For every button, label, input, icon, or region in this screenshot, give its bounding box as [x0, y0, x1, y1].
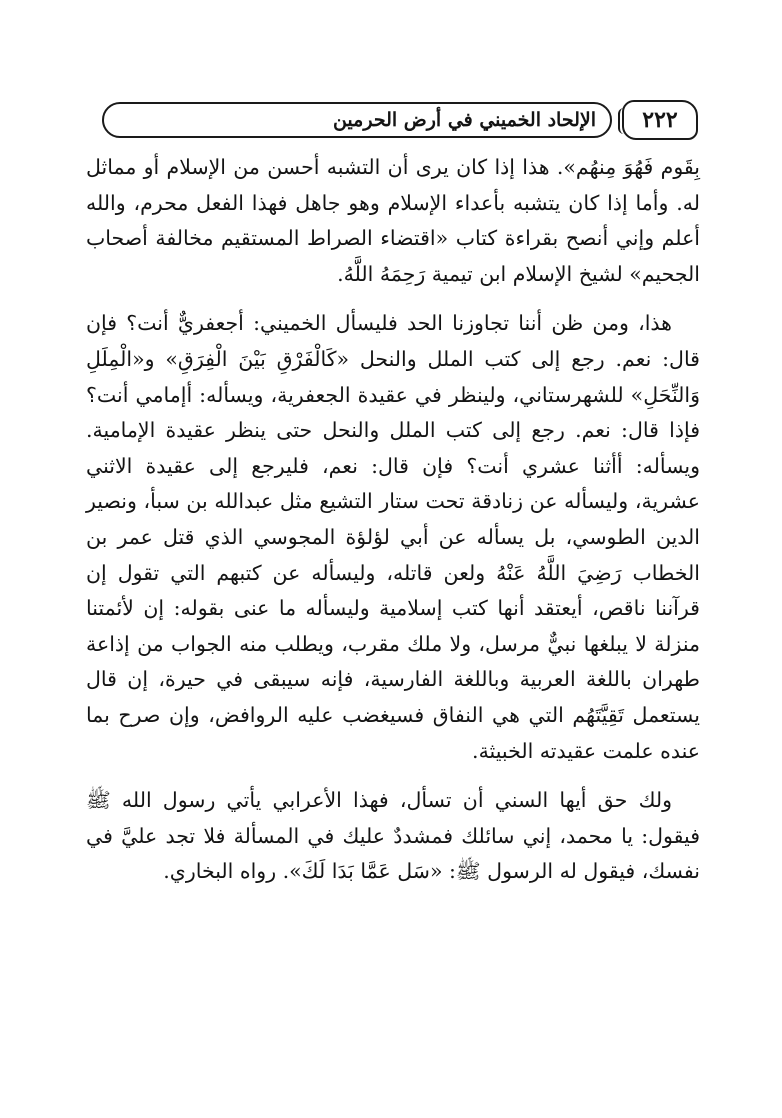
text-body — [86, 150, 700, 890]
page-number: ٢٢٢ — [622, 100, 698, 140]
running-header — [100, 100, 698, 144]
paragraph-3: ولك حق أيها السني أن تسأل، فهذا الأعرابي يأتي رسول الله ﷺ فيقول: يا محمد، إني سائلك فمشددٌ عليك في المسألة فلا تجد عليَّ في نفسك، فيقول له الرسول ﷺ: «سَل عَمَّا بَدَا لَكَ». رواه البخاري. — [86, 788, 700, 884]
paragraph-2: هذا، ومن ظن أننا تجاوزنا الحد فليسأل الخميني: أجعفريٌّ أنت؟ فإن قال: نعم. رجع إلى كتب الملل والنحل «كَالْفَرْقِ بَيْنَ الْفِرَقِ» و«الْمِلَلِ وَالنِّحَلِ» للشهرستاني، ولينظر في عقيدة الجعفرية، ويسأله: أإمامي أنت؟ فإذا قال: نعم. رجع إلى كتب الملل والنحل حتى ينظر عقيدة الإمامية. ويسأله: أأثنا عشري أنت؟ فإن قال: نعم، فليرجع إلى عقيدة الاثني عشرية، وليسأله عن زنادقة تحت ستار التشيع مثل عبدالله بن سبأ، ونصير الدين الطوسي، بل يسأله عن أبي لؤلؤة المجوسي الذي قتل عمر بن الخطاب رَضِيَ اللَّهُ عَنْهُ ولعن قاتله، وليسأله عن كتبهم التي تقول إن قرآننا ناقص، أيعتقد أنها كتب إسلامية وليسأله ما عنى بقوله: إن لأئمتنا منزلة لا يبلغها نبيٌّ مرسل، ولا ملك مقرب، ويطلب منه الجواب من إذاعة طهران باللغة العربية وباللغة الفارسية، فإنه سيبقى في حيرة، إن قال يستعمل تَقِيَّتَهُم التي هي النفاق فسيغضب عليه الروافض، وإن صرح بما عنده علمت عقيدته الخبيثة. — [86, 311, 700, 763]
book-title: الإلحاد الخميني في أرض الحرمين — [102, 102, 612, 138]
paragraph-1: بِقَوم فَهُوَ مِنهُم». هذا إذا كان يرى أن التشبه أحسن من الإسلام أو مماثل له. وأما إذا كان يتشبه بأعداء الإسلام وهو جاهل فهذا الفعل محرم، والله أعلم وإني أنصح بقراءة كتاب «اقتضاء الصراط المستقيم مخالفة أصحاب الجحيم» لشيخ الإسلام ابن تيمية رَحِمَهُ اللَّهُ. — [86, 155, 700, 286]
